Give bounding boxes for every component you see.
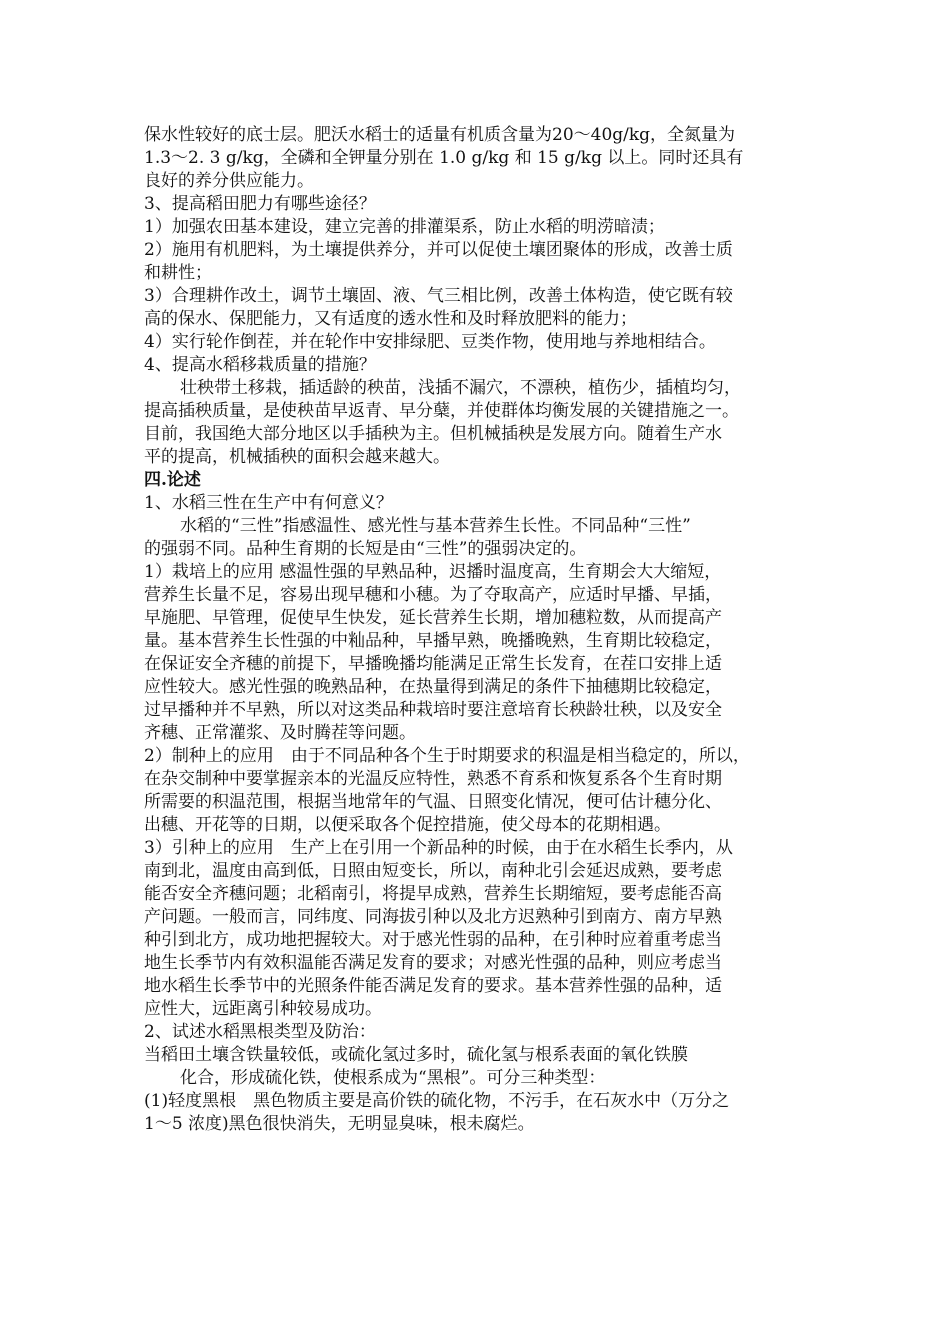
text-line: (1)轻度黑根 黑色物质主要是高价铁的硫化物，不污手，在石灰水中（万分之 (144, 1091, 730, 1111)
section-heading: 四.论述 (144, 470, 201, 490)
question-heading: 4、提高水稻移栽质量的措施？ (144, 355, 376, 375)
text-line: 良好的养分供应能力。 (144, 171, 314, 191)
text-line: 在保证安全齐穗的前提下，早播晚播均能满足正常生长发育，在茬口安排上适 (144, 654, 722, 674)
text-line: 3）合理耕作改土，调节土壤固、液、气三相比例，改善土体构造，使它既有较 (144, 286, 733, 306)
text-line: 化合，形成硫化铁，使根系成为“黑根”。可分三种类型： (180, 1068, 606, 1088)
text-line: 1.3～2. 3 g/kg，全磷和全钾量分别在 1.0 g/kg 和 15 g/kg 以上。同时还具有 (144, 148, 744, 168)
text-line: 1～5 浓度)黑色很快消失，无明显臭味，根未腐烂。 (144, 1114, 535, 1134)
text-line: 水稻的“三性”指感温性、感光性与基本营养生长性。不同品种“三性” (180, 516, 691, 536)
text-line: 3）引种上的应用 生产上在引用一个新品种的时候，由于在水稻生长季内，从 (144, 838, 733, 858)
text-line: 应性大，远距离引种较易成功。 (144, 999, 382, 1019)
text-line: 南到北，温度由高到低，日照由短变长，所以，南种北引会延迟成熟，要考虑 (144, 861, 722, 881)
text-line: 平的提高，机械插秧的面积会越来越大。 (144, 447, 450, 467)
text-line: 壮秧带土移栽，插适龄的秧苗，浅插不漏穴，不漂秧，植伤少，插植均匀， (180, 378, 741, 398)
text-line: 应性较大。感光性强的晚熟品种，在热量得到满足的条件下抽穗期比较稳定， (144, 677, 722, 697)
text-line: 产问题。一般而言，同纬度、同海拔引种以及北方迟熟种引到南方、南方早熟 (144, 907, 722, 927)
text-line: 4）实行轮作倒茬，并在轮作中安排绿肥、豆类作物，使用地与养地相结合。 (144, 332, 716, 352)
text-line: 地生长季节内有效积温能否满足发育的要求；对感光性强的品种，则应考虑当 (144, 953, 722, 973)
text-line: 1）栽培上的应用 感温性强的早熟品种，迟播时温度高，生育期会大大缩短， (144, 562, 722, 582)
text-line: 2）制种上的应用 由于不同品种各个生于时期要求的积温是相当稳定的，所以， (144, 746, 750, 766)
text-line: 2、试述水稻黑根类型及防治： (144, 1022, 376, 1042)
text-line: 的强弱不同。品种生育期的长短是由“三性”的强弱决定的。 (144, 539, 587, 559)
text-line: 2）施用有机肥料，为土壤提供养分，并可以促使土壤团聚体的形成，改善士质 (144, 240, 733, 260)
text-line: 保水性较好的底士层。肥沃水稻士的适量有机质含量为20～40g/kg，全氮量为 (144, 125, 736, 145)
text-line: 能否安全齐穗问题；北稻南引，将提早成熟，营养生长期缩短，要考虑能否高 (144, 884, 722, 904)
text-line: 营养生长量不足，容易出现早穗和小穗。为了夺取高产，应适时早播、早插， (144, 585, 722, 605)
text-line: 1）加强农田基本建设，建立完善的排灌渠系，防止水稻的明涝暗渍； (144, 217, 665, 237)
text-line: 所需要的积温范围，根据当地常年的气温、日照变化情况，便可估计穗分化、 (144, 792, 722, 812)
question-heading: 3、提高稻田肥力有哪些途径？ (144, 194, 376, 214)
text-line: 高的保水、保肥能力，又有适度的透水性和及时释放肥料的能力； (144, 309, 637, 329)
text-line: 在杂交制种中要掌握亲本的光温反应特性，熟悉不育系和恢复系各个生育时期 (144, 769, 722, 789)
question-heading: 1、水稻三性在生产中有何意义？ (144, 493, 393, 513)
document-page (144, 124, 824, 1136)
text-line: 齐穗、正常灌浆、及时腾茬等问题。 (144, 723, 416, 743)
text-line: 和耕性； (144, 263, 212, 283)
text-line: 提高插秧质量，是使秧苗早返青、早分蘖，并使群体均衡发展的关键措施之一。 (144, 401, 739, 421)
text-line: 过早播种并不早熟，所以对这类品种栽培时要注意培育长秧龄壮秧，以及安全 (144, 700, 722, 720)
text-line: 量。基本营养生长性强的中籼品种，早播早熟，晚播晚熟，生育期比较稳定， (144, 631, 722, 651)
text-line: 种引到北方，成功地把握较大。对于感光性弱的品种，在引种时应着重考虑当 (144, 930, 722, 950)
text-line: 早施肥、早管理，促使早生快发，延长营养生长期，增加穗粒数，从而提高产 (144, 608, 722, 628)
text-line: 出穗、开花等的日期，以便采取各个促控措施，使父母本的花期相遇。 (144, 815, 671, 835)
text-line: 地水稻生长季节中的光照条件能否满足发育的要求。基本营养性强的品种，适 (144, 976, 722, 996)
text-line: 目前，我国绝大部分地区以手插秧为主。但机械插秧是发展方向。随着生产水 (144, 424, 722, 444)
question-heading: 当稻田土壤含铁量较低，或硫化氢过多时，硫化氢与根系表面的氧化铁膜 (144, 1045, 688, 1065)
